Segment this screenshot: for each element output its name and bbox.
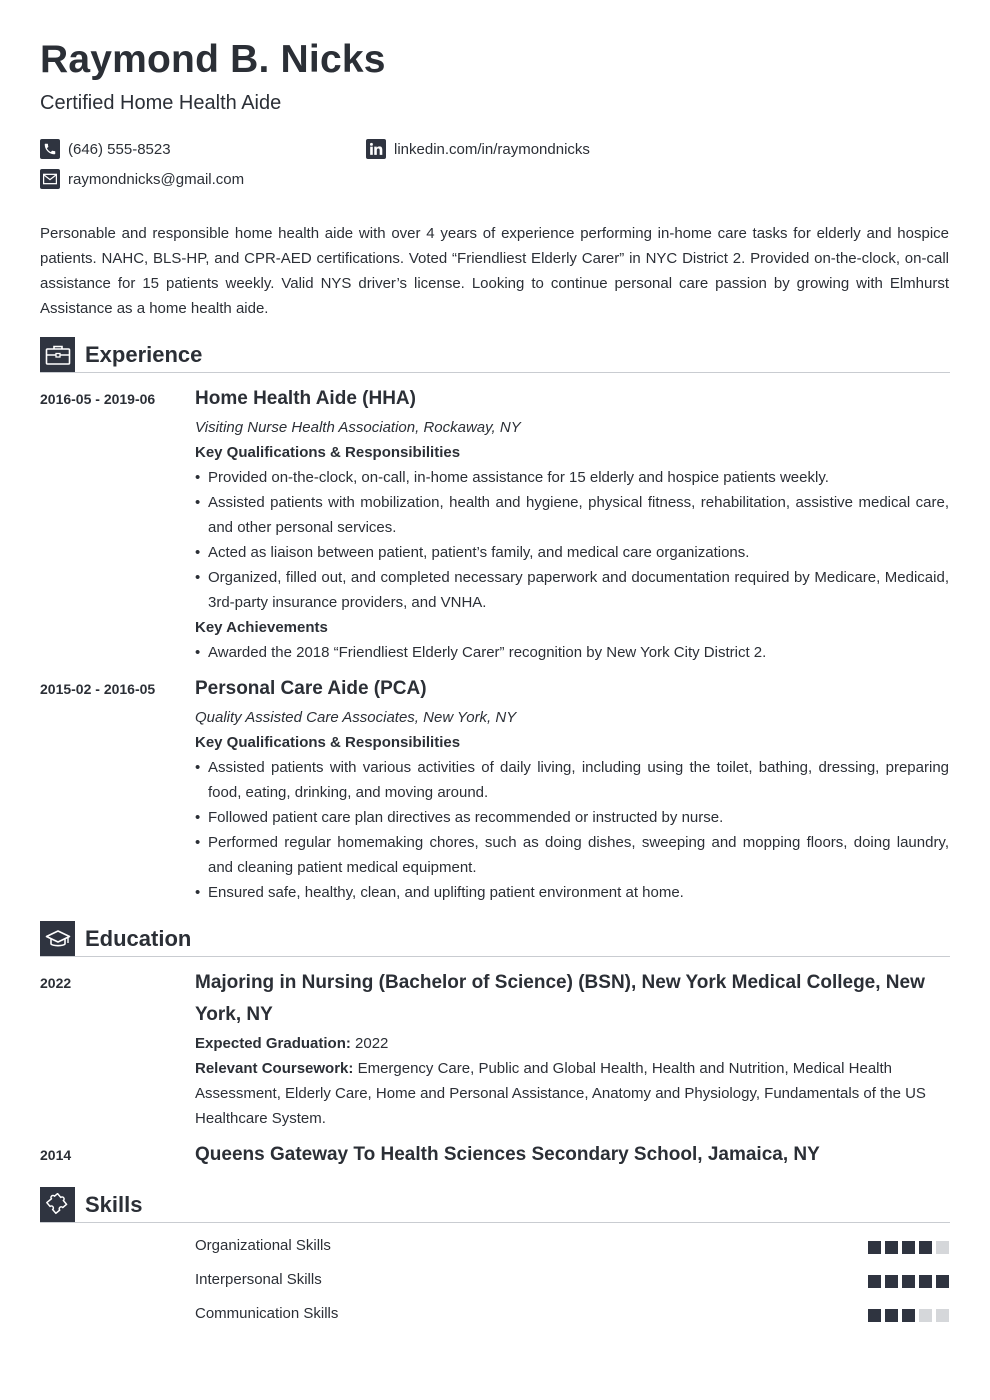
job-1-responsibilities [195,465,949,615]
edu-1-graduation [195,1031,949,1056]
job-2-qual-heading: Key Qualifications & Responsibilities [195,734,461,751]
skill-dot-filled [919,1241,932,1254]
list-item: • Acted as liaison between patient, patient’s family, and medical care organizations. [195,540,949,565]
skill-dot-filled [885,1241,898,1254]
education-section-header [40,921,950,957]
briefcase-icon [40,337,75,372]
email-icon [40,169,60,189]
profile-summary: Personable and responsible home health aide with over 4 years of experience performing in-home care tasks for elderly and hospice patients. NAHC, BLS-HP, and CPR-AED certifications. Voted “Friendliest Elderly Carer” in NYC District 2. Provided on-the-clock, on-call assistance for 15 patients weekly. Valid NYS driver’s license. Looking to continue personal care passion by growing with Elmhurst Assistance as a home health aide. [40,225,949,317]
list-item: • Assisted patients with various activities of daily living, including using the toilet, bathing, dressing, preparing food, eating, drinking, and moving around. [195,755,949,805]
graduation-label: Expected Graduation: [195,1035,351,1052]
job-2-dates: 2015-02 - 2016-05 [40,681,156,697]
skill-row [195,1271,949,1291]
skill-dot-filled [868,1241,881,1254]
skill-dot-filled [902,1241,915,1254]
contact-email[interactable] [40,169,244,189]
phone-text: (646) 555-8523 [68,140,171,158]
edu-2-year: 2014 [40,1147,72,1163]
linkedin-icon [366,139,386,159]
skills-section-header [40,1187,950,1223]
skill-dot-filled [868,1275,881,1288]
skill-dot-filled [919,1275,932,1288]
skill-dot-filled [902,1309,915,1322]
skill-dot-filled [868,1309,881,1322]
contact-phone [40,139,171,159]
list-item: • Followed patient care plan directives as recommended or instructed by nurse. [195,805,949,830]
skill-row [195,1237,949,1257]
candidate-name: Raymond B. Nicks [40,38,386,81]
job-2-responsibilities [195,755,949,905]
skill-rating [864,1309,949,1322]
skill-dot-empty [936,1309,949,1322]
skill-name: Interpersonal Skills [195,1271,322,1288]
edu-1-coursework [195,1056,949,1131]
skill-dot-filled [885,1275,898,1288]
job-1-company: Visiting Nurse Health Association, Rockaway, NY [195,419,521,436]
email-text: raymondnicks@gmail.com [68,170,245,188]
skill-rating [864,1241,949,1254]
edu-2-title: Queens Gateway To Health Sciences Secondary School, Jamaica, NY [195,1144,820,1165]
skill-name: Communication Skills [195,1305,339,1322]
list-item: • Organized, filled out, and completed necessary paperwork and documentation required by Medicare, Medicaid, 3rd-party insurance providers, and VNHA. [195,565,949,615]
skill-row [195,1305,949,1325]
edu-1-title: Majoring in Nursing (Bachelor of Science) (BSN), New York Medical College, New York, NY [195,972,925,1025]
skill-dot-filled [936,1275,949,1288]
candidate-title: Certified Home Health Aide [40,92,282,114]
skill-dot-filled [885,1309,898,1322]
job-2-company: Quality Assisted Care Associates, New York, NY [195,709,517,726]
edu-1-year: 2022 [40,975,72,991]
linkedin-text: linkedin.com/in/raymondnicks [394,140,590,158]
skill-name: Organizational Skills [195,1237,331,1254]
coursework-value: Emergency Care, Public and Global Health, Health and Nutrition, Medical Health Assessment, Elderly Care, Home and Personal Assistance, Anatomy and Physiology, Fundamentals of the US Healthcare System. [195,1060,926,1127]
list-item: • Assisted patients with mobilization, health and hygiene, physical fitness, rehabilitation, assistive medical care, and other personal services. [195,490,949,540]
list-item: • Performed regular homemaking chores, such as doing dishes, sweeping and mopping floors, doing laundry, and cleaning patient medical equipment. [195,830,949,880]
skill-dot-empty [936,1241,949,1254]
job-1-title: Home Health Aide (HHA) [195,388,416,409]
job-1-ach-heading: Key Achievements [195,619,328,636]
graduation-cap-icon [40,921,75,956]
skill-dot-empty [919,1309,932,1322]
coursework-label: Relevant Coursework: [195,1060,354,1077]
list-item: • Ensured safe, healthy, clean, and uplifting patient environment at home. [195,880,949,905]
contact-linkedin[interactable] [366,139,590,159]
job-1-dates: 2016-05 - 2019-06 [40,391,156,407]
list-item: • Awarded the 2018 “Friendliest Elderly Carer” recognition by New York City District 2. [195,640,949,665]
skill-dot-filled [902,1275,915,1288]
list-item: • Provided on-the-clock, on-call, in-home assistance for 15 elderly and hospice patients weekly. [195,465,949,490]
job-1-achievements [195,640,949,665]
skills-heading: Skills [85,1192,143,1217]
experience-heading: Experience [85,342,203,367]
puzzle-icon [40,1187,75,1222]
phone-icon [40,139,60,159]
job-2-title: Personal Care Aide (PCA) [195,678,427,699]
job-1-qual-heading: Key Qualifications & Responsibilities [195,444,461,461]
graduation-value: 2022 [355,1035,389,1052]
education-heading: Education [85,926,192,951]
experience-section-header [40,337,950,373]
skill-rating [864,1275,949,1288]
